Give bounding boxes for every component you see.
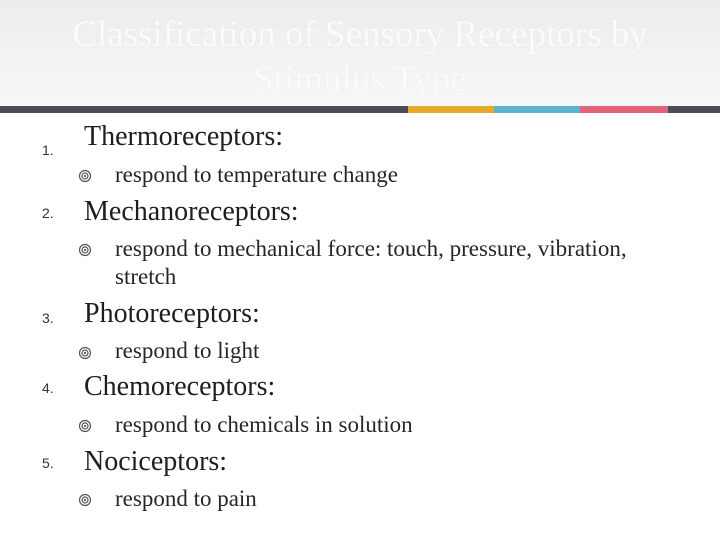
item-heading: Photoreceptors: xyxy=(84,298,260,329)
item-number: 4. xyxy=(42,380,54,396)
target-bullet-icon xyxy=(78,493,92,507)
item-number: 1. xyxy=(42,142,54,158)
item-heading: Thermoreceptors: xyxy=(84,121,284,152)
item-detail: respond to light xyxy=(115,338,260,363)
item-detail: respond to pain xyxy=(115,486,257,511)
target-bullet-icon xyxy=(78,419,92,433)
item-number: 2. xyxy=(42,205,54,221)
item-heading: Chemoreceptors: xyxy=(84,371,276,402)
slide-title: Classification of Sensory Receptors by Stimulus Type xyxy=(72,14,648,100)
item-detail: respond to chemicals in solution xyxy=(115,412,413,437)
item-detail: respond to mechanical force: touch, pressure, vibration, stretch xyxy=(115,236,627,289)
item-number: 5. xyxy=(42,455,54,471)
target-bullet-icon xyxy=(78,243,92,257)
target-bullet-icon xyxy=(78,346,92,360)
item-number: 3. xyxy=(42,310,54,326)
item-heading: Nociceptors: xyxy=(84,446,228,477)
item-heading: Mechanoreceptors: xyxy=(84,196,299,227)
target-bullet-icon xyxy=(78,169,92,183)
item-detail: respond to temperature change xyxy=(115,162,398,187)
